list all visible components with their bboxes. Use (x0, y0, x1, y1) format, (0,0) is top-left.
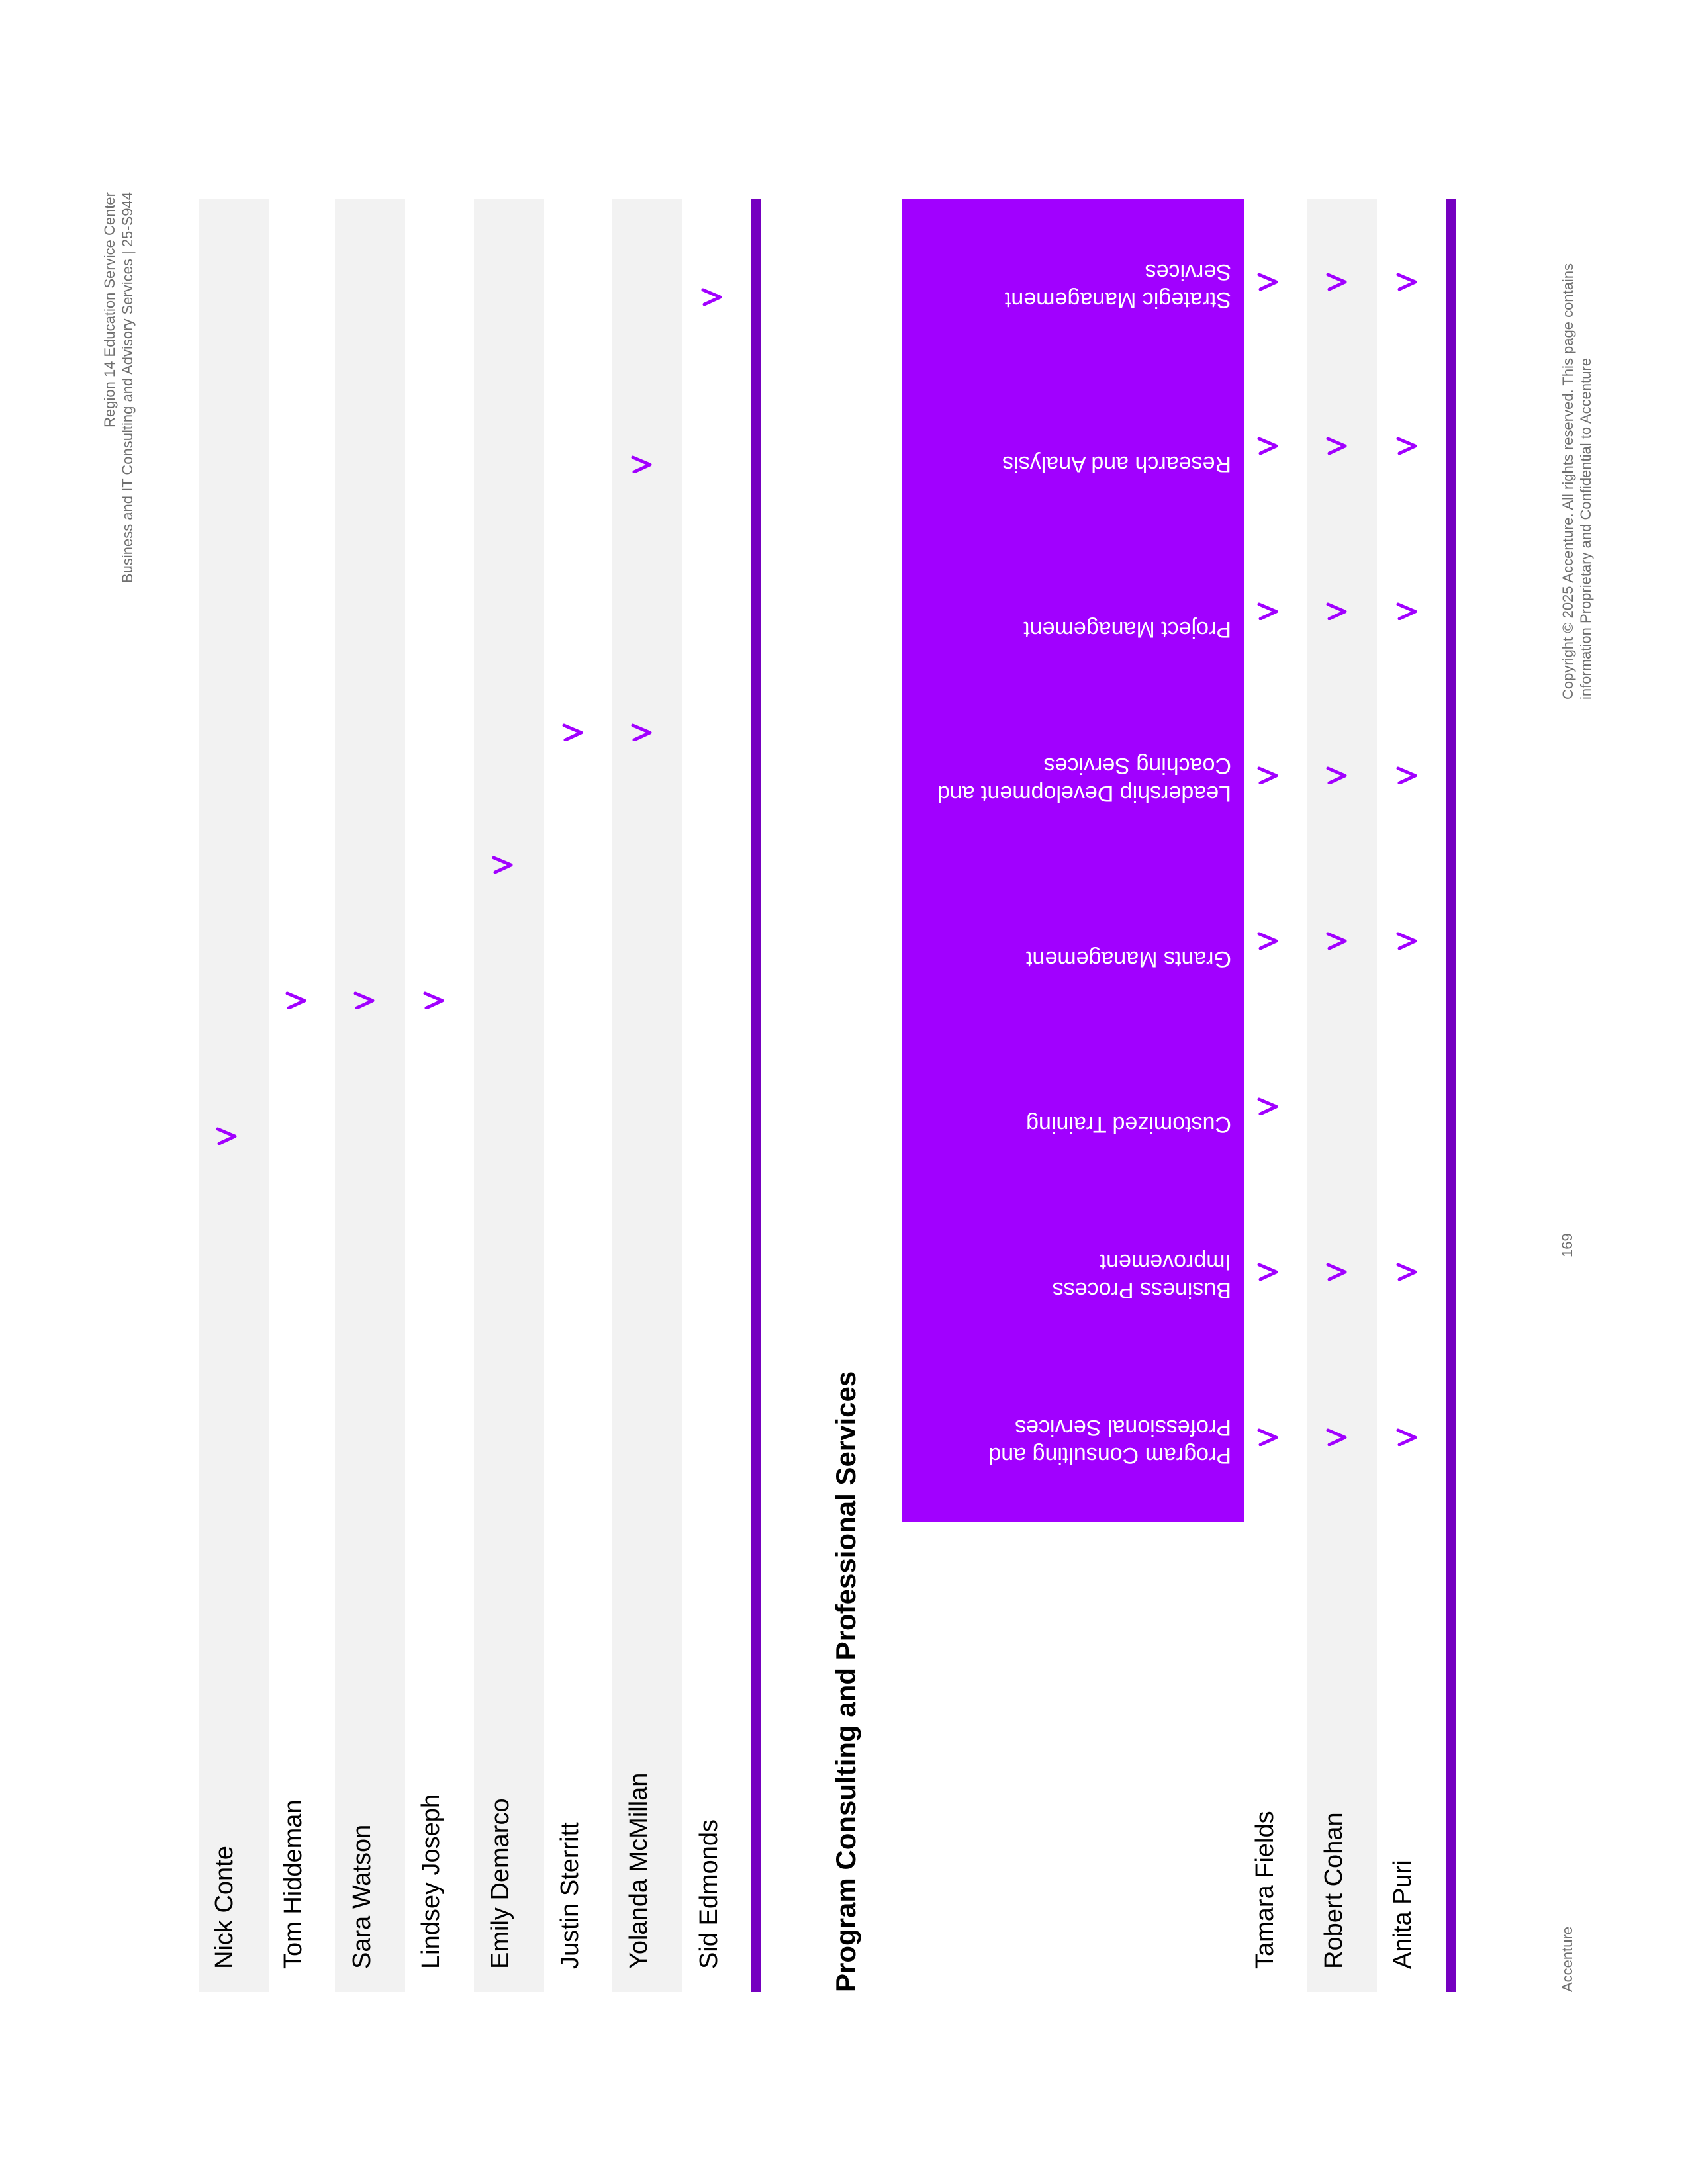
header-line-2: Business and IT Consulting and Advisory Services | 25-S944 (119, 192, 136, 584)
checkmark-icon (1395, 435, 1422, 455)
copyright-line-1: Copyright © 2025 Accenture. All rights reserved. This page contains (1560, 263, 1576, 700)
column-header-label: Strategic Management Services (1004, 259, 1231, 312)
copyright-line-2: information Proprietary and Confidential to Accenture (1577, 357, 1594, 700)
column-header-label: Customized Training (1026, 1112, 1231, 1137)
table-row-name: Lindsey Joseph (417, 1794, 445, 1969)
checkmark-icon (630, 453, 657, 473)
table-divider (1446, 199, 1456, 1992)
table-row-name: Tom Hiddeman (279, 1799, 307, 1969)
column-header-label: Research and Analysis (1002, 451, 1231, 477)
checkmark-icon (1395, 271, 1422, 291)
checkmark-icon (700, 286, 727, 306)
checkmark-icon (1325, 1261, 1352, 1281)
section-title: Program Consulting and Professional Services (830, 1371, 861, 1992)
checkmark-icon (630, 721, 657, 741)
table-row-name: Emily Demarco (487, 1798, 514, 1969)
checkmark-icon (491, 854, 518, 874)
column-header-label: Business Process Improvement (1052, 1250, 1231, 1302)
table-row-name: Sara Watson (348, 1824, 376, 1969)
column-header-band (902, 199, 1244, 1522)
checkmark-icon (1325, 764, 1352, 784)
checkmark-icon (1256, 1261, 1283, 1281)
table-row-name: Nick Conte (211, 1846, 238, 1969)
checkmark-icon (1325, 930, 1352, 950)
checkmark-icon (1395, 600, 1422, 620)
checkmark-icon (1256, 1426, 1283, 1446)
checkmark-icon (1256, 600, 1283, 620)
table-row-name: Justin Sterritt (556, 1822, 584, 1969)
checkmark-icon (1395, 930, 1422, 950)
table-row-name: Anita Puri (1389, 1860, 1417, 1969)
checkmark-icon (422, 989, 449, 1009)
table-divider (751, 199, 761, 1992)
header-line-1: Region 14 Education Service Center (101, 192, 118, 428)
checkmark-icon (1395, 1426, 1422, 1446)
page-header (101, 192, 147, 649)
table-row-name: Sid Edmonds (695, 1819, 723, 1969)
row-stripe (335, 199, 405, 1992)
table-row-name: Yolanda McMillan (625, 1772, 653, 1969)
checkmark-icon (1256, 764, 1283, 784)
footer-brand: Accenture (1559, 1926, 1575, 1992)
row-stripe (199, 199, 269, 1992)
checkmark-icon (353, 989, 379, 1009)
checkmark-icon (1325, 600, 1352, 620)
checkmark-icon (1325, 1426, 1352, 1446)
checkmark-icon (215, 1125, 242, 1145)
checkmark-icon (1395, 1261, 1422, 1281)
checkmark-icon (1256, 930, 1283, 950)
checkmark-icon (1256, 1095, 1283, 1115)
table-row-name: Tamara Fields (1251, 1811, 1279, 1969)
column-header-label: Program Consulting and Professional Services (988, 1415, 1231, 1468)
column-header-label: Grants Management (1026, 946, 1231, 972)
row-stripe (474, 199, 544, 1992)
table-row-name: Robert Cohan (1320, 1812, 1348, 1969)
checkmark-icon (1325, 271, 1352, 291)
checkmark-icon (1256, 271, 1283, 291)
checkmark-icon (561, 721, 588, 741)
row-stripe (1307, 199, 1377, 1992)
checkmark-icon (1256, 435, 1283, 455)
page-number: 169 (1559, 1233, 1575, 1257)
column-header-label: Project Management (1023, 617, 1231, 642)
checkmark-icon (285, 989, 311, 1009)
column-header-label: Leadership Development and Coaching Services (937, 753, 1231, 806)
checkmark-icon (1395, 764, 1422, 784)
checkmark-icon (1325, 435, 1352, 455)
footer-copyright (1559, 197, 1595, 700)
